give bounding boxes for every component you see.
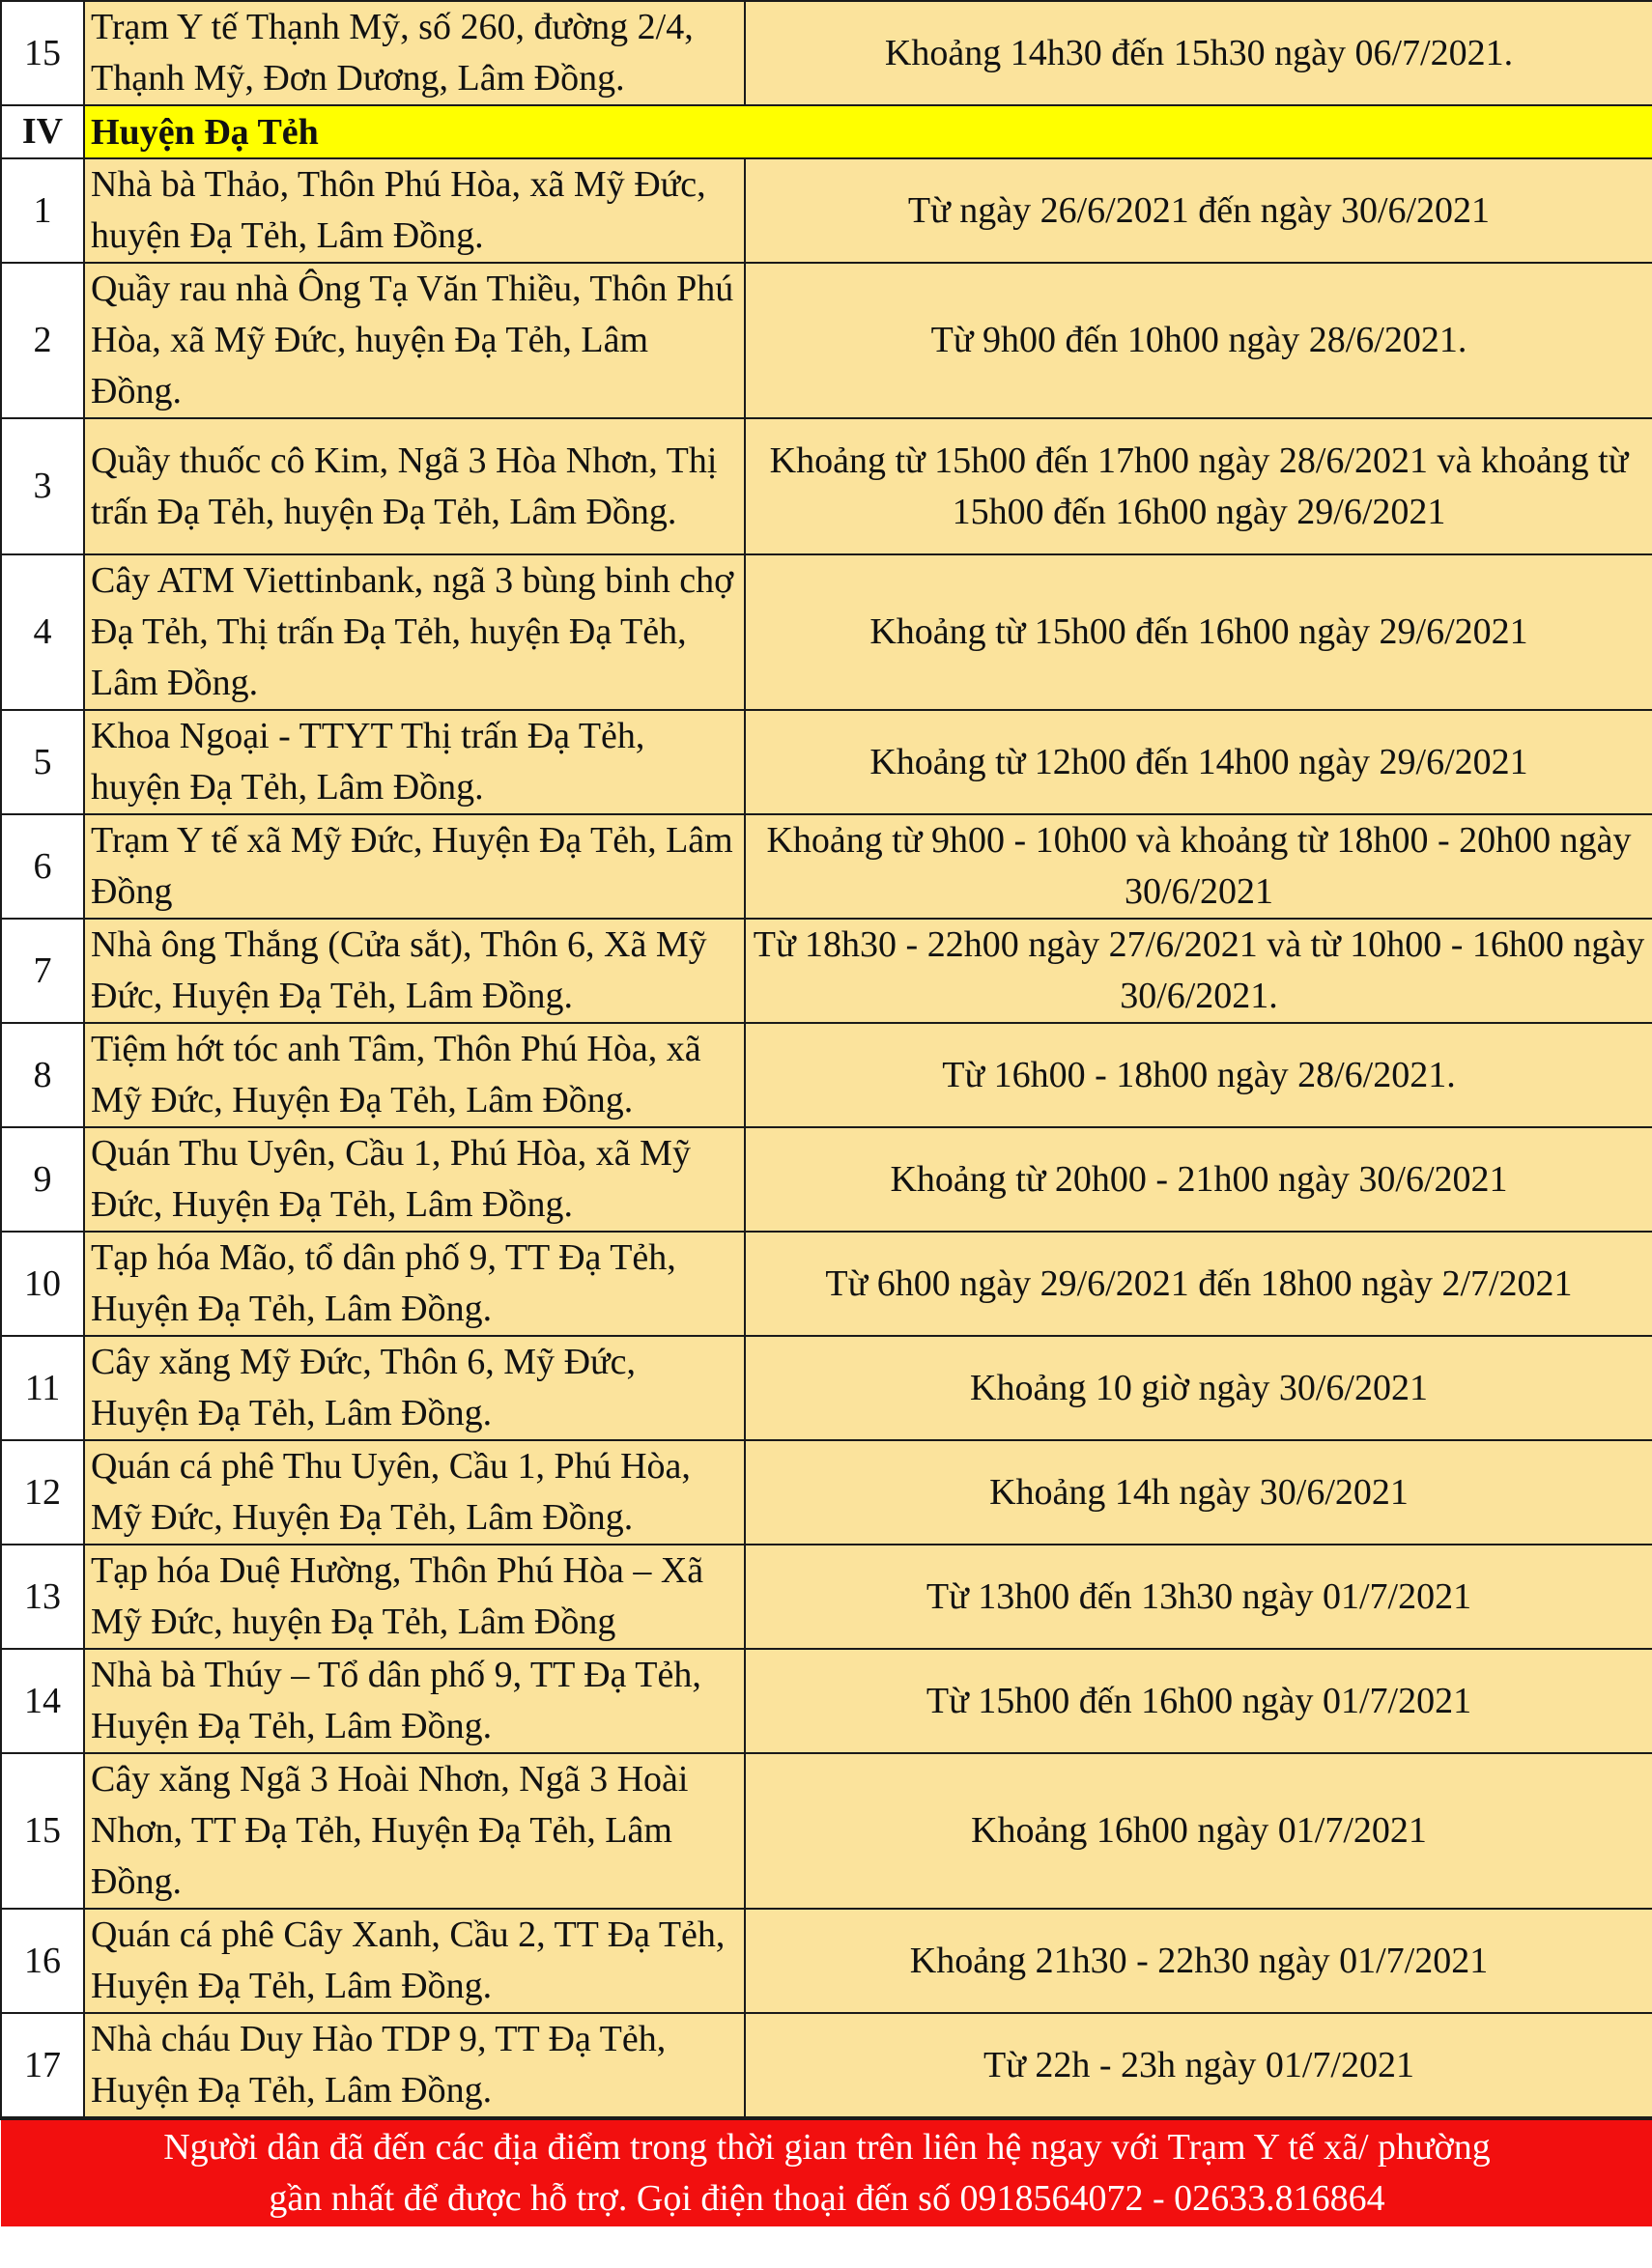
row-location: Cây ATM Viettinbank, ngã 3 bùng binh chợ Đạ Tẻh, Thị trấn Đạ Tẻh, huyện Đạ Tẻh, Lâm Đồng. (84, 554, 745, 710)
section-header-row (1, 105, 1652, 158)
notice-body (1, 2118, 1652, 2226)
row-time: Từ 9h00 đến 10h00 ngày 28/6/2021. (745, 263, 1652, 418)
table-row (1, 1649, 1652, 1753)
table-row (1, 1232, 1652, 1336)
table-row (1, 1336, 1652, 1440)
row-number: 15 (1, 1, 84, 105)
row-location: Nhà ông Thắng (Cửa sắt), Thôn 6, Xã Mỹ Đức, Huyện Đạ Tẻh, Lâm Đồng. (84, 919, 745, 1023)
row-location: Nhà cháu Duy Hào TDP 9, TT Đạ Tẻh, Huyện Đạ Tẻh, Lâm Đồng. (84, 2013, 745, 2118)
row-number: 5 (1, 710, 84, 814)
row-location: Quán cá phê Thu Uyên, Cầu 1, Phú Hòa, Mỹ Đức, Huyện Đạ Tẻh, Lâm Đồng. (84, 1440, 745, 1545)
table-row (1, 1545, 1652, 1649)
row-time: Khoảng 21h30 - 22h30 ngày 01/7/2021 (745, 1909, 1652, 2013)
row-time: Từ 16h00 - 18h00 ngày 28/6/2021. (745, 1023, 1652, 1127)
row-number: 8 (1, 1023, 84, 1127)
row-number: 13 (1, 1545, 84, 1649)
row-location: Tạp hóa Mão, tổ dân phố 9, TT Đạ Tẻh, Huyện Đạ Tẻh, Lâm Đồng. (84, 1232, 745, 1336)
row-location: Quầy rau nhà Ông Tạ Văn Thiều, Thôn Phú Hòa, xã Mỹ Đức, huyện Đạ Tẻh, Lâm Đồng. (84, 263, 745, 418)
table-row (1, 710, 1652, 814)
row-time: Khoảng từ 20h00 - 21h00 ngày 30/6/2021 (745, 1127, 1652, 1232)
row-number: 2 (1, 263, 84, 418)
row-time: Từ 13h00 đến 13h30 ngày 01/7/2021 (745, 1545, 1652, 1649)
row-number: 14 (1, 1649, 84, 1753)
row-time: Khoảng từ 15h00 đến 17h00 ngày 28/6/2021 và khoảng từ 15h00 đến 16h00 ngày 29/6/2021 (745, 418, 1652, 554)
notice-line-2: gần nhất để được hỗ trợ. Gọi điện thoại đến số 0918564072 - 02633.816864 (269, 2178, 1385, 2219)
section-title: Huyện Đạ Tẻh (84, 105, 1652, 158)
table-row (1, 2013, 1652, 2118)
row-time: Từ 18h30 - 22h00 ngày 27/6/2021 và từ 10h00 - 16h00 ngày 30/6/2021. (745, 919, 1652, 1023)
row-number: 17 (1, 2013, 84, 2118)
notice-banner (1, 2118, 1652, 2226)
row-location: Tạp hóa Duệ Hường, Thôn Phú Hòa – Xã Mỹ Đức, huyện Đạ Tẻh, Lâm Đồng (84, 1545, 745, 1649)
row-location: Nhà bà Thúy – Tổ dân phố 9, TT Đạ Tẻh, Huyện Đạ Tẻh, Lâm Đồng. (84, 1649, 745, 1753)
row-location: Nhà bà Thảo, Thôn Phú Hòa, xã Mỹ Đức, huyện Đạ Tẻh, Lâm Đồng. (84, 158, 745, 263)
row-number: 10 (1, 1232, 84, 1336)
row-number: 3 (1, 418, 84, 554)
location-table-body (1, 1, 1652, 158)
row-number: 1 (1, 158, 84, 263)
table-row (1, 919, 1652, 1023)
row-location: Quầy thuốc cô Kim, Ngã 3 Hòa Nhơn, Thị trấn Đạ Tẻh, huyện Đạ Tẻh, Lâm Đồng. (84, 418, 745, 554)
row-location: Trạm Y tế Thạnh Mỹ, số 260, đường 2/4, Thạnh Mỹ, Đơn Dương, Lâm Đồng. (84, 1, 745, 105)
row-time: Khoảng 14h ngày 30/6/2021 (745, 1440, 1652, 1545)
table-row (1, 1, 1652, 105)
row-location: Khoa Ngoại - TTYT Thị trấn Đạ Tẻh, huyện Đạ Tẻh, Lâm Đồng. (84, 710, 745, 814)
table-row (1, 1440, 1652, 1545)
row-number: 7 (1, 919, 84, 1023)
row-location: Cây xăng Mỹ Đức, Thôn 6, Mỹ Đức, Huyện Đạ Tẻh, Lâm Đồng. (84, 1336, 745, 1440)
table-row (1, 814, 1652, 919)
row-number: 4 (1, 554, 84, 710)
row-number: 11 (1, 1336, 84, 1440)
row-number: 6 (1, 814, 84, 919)
row-number: 16 (1, 1909, 84, 2013)
row-time: Khoảng 14h30 đến 15h30 ngày 06/7/2021. (745, 1, 1652, 105)
location-rows (1, 158, 1652, 2118)
table-row (1, 1753, 1652, 1909)
table-row (1, 1023, 1652, 1127)
row-time: Từ 6h00 ngày 29/6/2021 đến 18h00 ngày 2/7/2021 (745, 1232, 1652, 1336)
row-time: Từ ngày 26/6/2021 đến ngày 30/6/2021 (745, 158, 1652, 263)
table-row (1, 554, 1652, 710)
row-number: 15 (1, 1753, 84, 1909)
row-number: 9 (1, 1127, 84, 1232)
table-row (1, 418, 1652, 554)
table-row (1, 263, 1652, 418)
table-row (1, 1909, 1652, 2013)
row-location: Quán Thu Uyên, Cầu 1, Phú Hòa, xã Mỹ Đức, Huyện Đạ Tẻh, Lâm Đồng. (84, 1127, 745, 1232)
row-location: Cây xăng Ngã 3 Hoài Nhơn, Ngã 3 Hoài Nhơn, TT Đạ Tẻh, Huyện Đạ Tẻh, Lâm Đồng. (84, 1753, 745, 1909)
table-row (1, 158, 1652, 263)
row-number: 12 (1, 1440, 84, 1545)
row-time: Khoảng từ 9h00 - 10h00 và khoảng từ 18h00 - 20h00 ngày 30/6/2021 (745, 814, 1652, 919)
row-time: Khoảng từ 12h00 đến 14h00 ngày 29/6/2021 (745, 710, 1652, 814)
notice-line-1: Người dân đã đến các địa điểm trong thời gian trên liên hệ ngay với Trạm Y tế xã/ phường (163, 2127, 1491, 2168)
row-time: Từ 15h00 đến 16h00 ngày 01/7/2021 (745, 1649, 1652, 1753)
notice-cell (1, 2118, 1652, 2226)
row-time: Từ 22h - 23h ngày 01/7/2021 (745, 2013, 1652, 2118)
table-row (1, 1127, 1652, 1232)
row-location: Trạm Y tế xã Mỹ Đức, Huyện Đạ Tẻh, Lâm Đồng (84, 814, 745, 919)
row-location: Tiệm hớt tóc anh Tâm, Thôn Phú Hòa, xã Mỹ Đức, Huyện Đạ Tẻh, Lâm Đồng. (84, 1023, 745, 1127)
row-location: Quán cá phê Cây Xanh, Cầu 2, TT Đạ Tẻh, Huyện Đạ Tẻh, Lâm Đồng. (84, 1909, 745, 2013)
row-time: Khoảng từ 15h00 đến 16h00 ngày 29/6/2021 (745, 554, 1652, 710)
section-number: IV (1, 105, 84, 158)
row-time: Khoảng 16h00 ngày 01/7/2021 (745, 1753, 1652, 1909)
row-time: Khoảng 10 giờ ngày 30/6/2021 (745, 1336, 1652, 1440)
